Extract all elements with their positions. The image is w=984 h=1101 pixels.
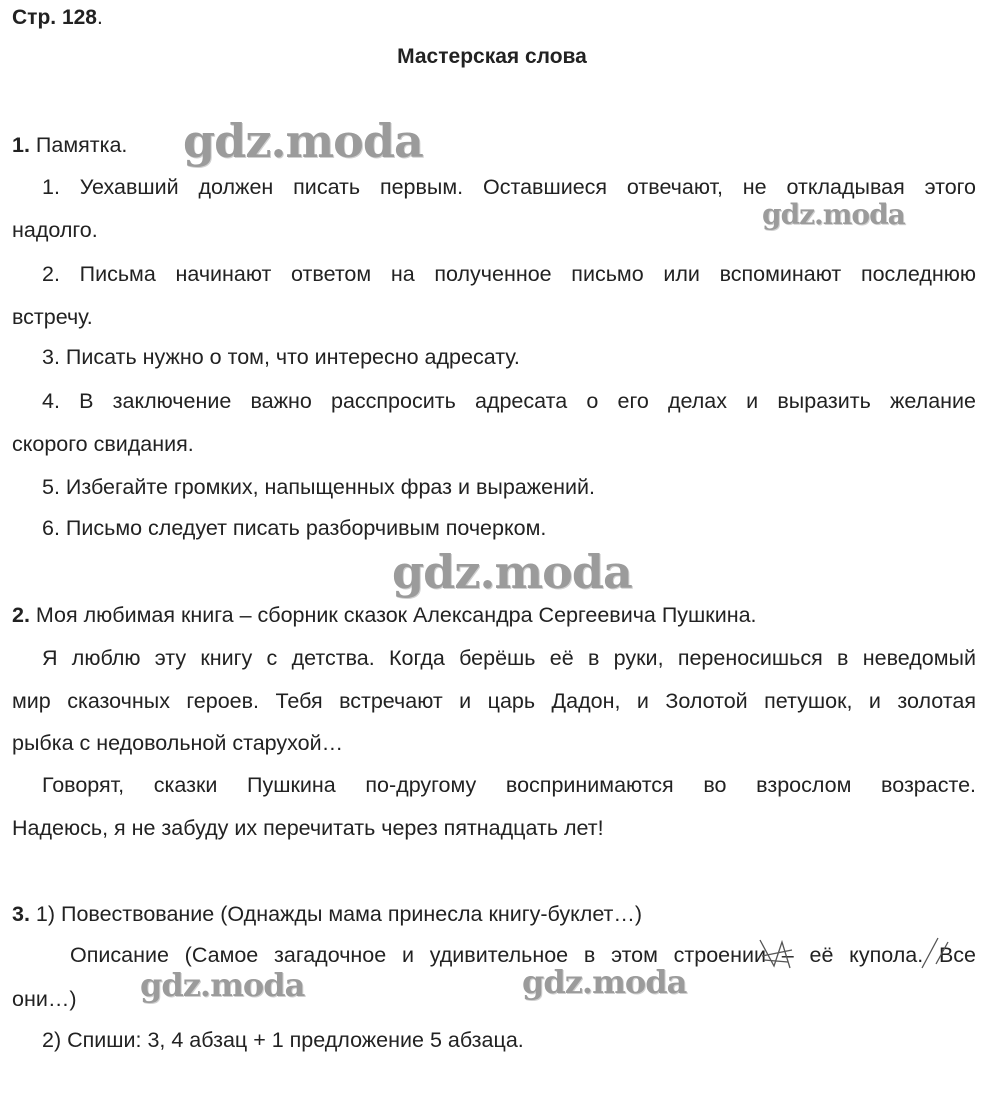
task1-heading — [12, 132, 127, 158]
task3-number: 3. — [12, 902, 30, 926]
task1-item4-line2: скорого свидания. — [12, 432, 194, 456]
task3-line1: 1) Повествование (Однажды мама принесла книгу-буклет…) — [29, 902, 643, 926]
task1-item1-line2: надолго. — [12, 218, 98, 242]
task2-heading-text: Моя любимая книга – сборник сказок Александра Сергеевича Пушкина. — [29, 603, 757, 627]
watermark-logo: gdz.moda — [762, 198, 905, 231]
task1-item2-line1: 2. Письма начинают ответом на полученное письмо или вспоминают последнюю — [42, 262, 976, 286]
task2-heading — [12, 602, 757, 628]
task3-heading — [12, 901, 642, 927]
watermark-logo: gdz.moda — [183, 114, 423, 168]
task1-heading-text: Памятка. — [29, 133, 128, 157]
task1-item2-line2: встречу. — [12, 305, 93, 329]
pen-scribble — [752, 930, 984, 974]
watermark-logo: gdz.moda — [522, 963, 687, 1001]
page-number: Стр. 128 — [12, 6, 97, 29]
task3-line3: они…) — [12, 987, 77, 1011]
task1-item4-line1: 4. В заключение важно расспросить адресата о его делах и выразить желание — [42, 389, 976, 413]
page-label — [12, 6, 103, 30]
watermark-logo: gdz.moda — [392, 545, 632, 599]
task1-item5: 5. Избегайте громких, напыщенных фраз и выражений. — [42, 475, 595, 499]
page-title: Мастерская слова — [397, 45, 587, 68]
task2-p2-line1: Говорят, сказки Пушкина по-другому воспринимаются во взрослом возрасте. — [42, 773, 976, 797]
watermark-logo: gdz.moda — [140, 966, 305, 1004]
task1-number: 1. — [12, 133, 30, 157]
task2-number: 2. — [12, 603, 30, 627]
task3-line4: 2) Спиши: 3, 4 абзац + 1 предложение 5 абзаца. — [42, 1028, 524, 1052]
task2-p1-line1: Я люблю эту книгу с детства. Когда берёшь её в руки, переносишься в неведомый — [42, 646, 976, 670]
task3-line2: Описание (Самое загадочное и удивительное в этом строении – её купола. Все — [70, 943, 976, 967]
task1-item3: 3. Писать нужно о том, что интересно адресату. — [42, 345, 520, 369]
task2-p2-line2: Надеюсь, я не забуду их перечитать через пятнадцать лет! — [12, 816, 604, 840]
task1-item6: 6. Письмо следует писать разборчивым почерком. — [42, 516, 547, 540]
task2-p1-line2: мир сказочных героев. Тебя встречают и царь Дадон, и Золотой петушок, и золотая — [12, 689, 976, 713]
task1-item1-line1: 1. Уехавший должен писать первым. Оставшиеся отвечают, не откладывая этого — [42, 175, 976, 199]
page-number-dot: . — [96, 6, 103, 29]
task2-p1-line3: рыбка с недовольной старухой… — [12, 731, 344, 755]
